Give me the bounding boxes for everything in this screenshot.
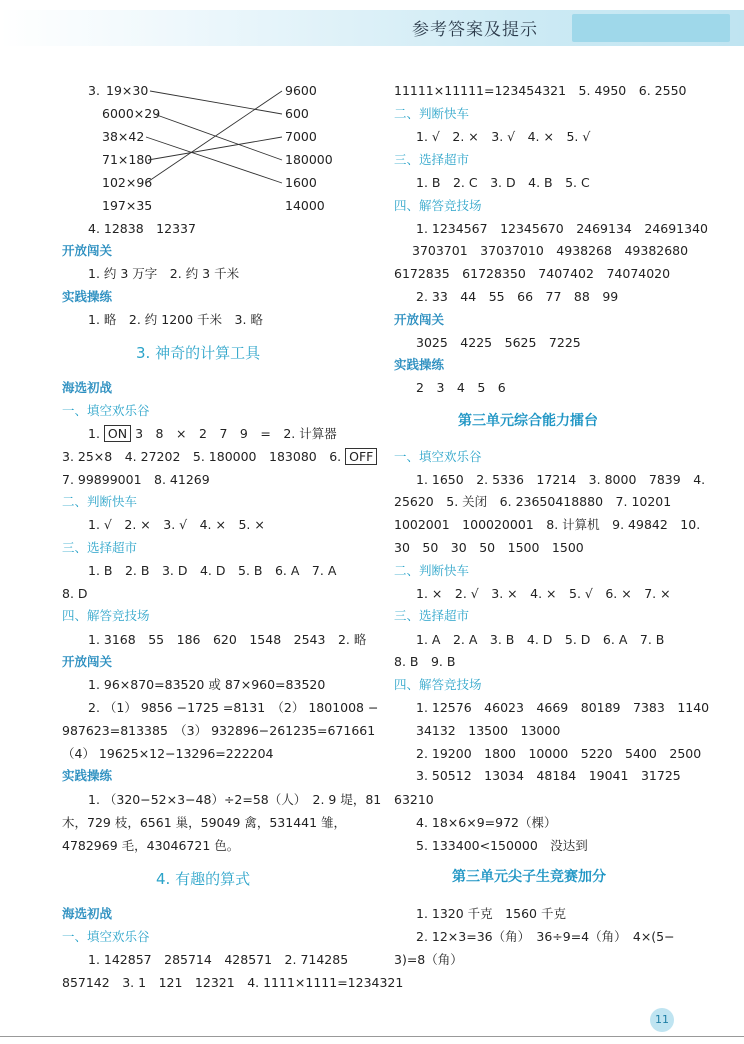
section-heading: 实践操练 xyxy=(62,768,113,783)
subsection-heading: 一、填空欢乐谷 xyxy=(62,403,150,418)
answer-line: 1. （320−52×3−48）÷2=58（人） 2. 9 堤，81 xyxy=(88,792,382,807)
answer-line: 1. 略 2. 约 1200 千米 3. 略 xyxy=(88,312,263,327)
unit-bonus-title: 第三单元尖子生竞赛加分 xyxy=(452,869,606,885)
answer-line: 3. 50512 13034 48184 19041 31725 xyxy=(416,768,681,783)
matching-left-item: 6000×29 xyxy=(102,106,161,121)
matching-line xyxy=(146,91,282,183)
matching-right-item: 9600 xyxy=(285,83,317,98)
matching-label: 3. xyxy=(88,83,100,98)
matching-line xyxy=(146,137,282,183)
answer-line: 4. 12838 12337 xyxy=(88,221,196,236)
answer-line xyxy=(88,426,337,442)
matching-line xyxy=(154,114,282,160)
answer-line: 8. B 9. B xyxy=(394,654,456,669)
answer-line: 1. 1650 2. 5336 17214 3. 8000 7839 4. xyxy=(416,472,706,487)
answer-line: （4） 19625×12−13296=222204 xyxy=(62,746,274,761)
answer-line: 8. D xyxy=(62,586,88,601)
matching-left-item: 71×180 xyxy=(102,152,153,167)
section-heading: 海选初战 xyxy=(62,906,113,921)
answer-line: 1. 1320 千克 1560 千克 xyxy=(416,906,566,921)
answer-line: 6172835 61728350 7407402 74074020 xyxy=(394,266,671,281)
subsection-heading: 四、解答竞技场 xyxy=(394,677,482,692)
page-number: 11 xyxy=(650,1008,674,1032)
answer-line: 2. （1） 9856 −1725 =8131 （2） 1801008 − xyxy=(88,700,379,715)
section-heading: 实践操练 xyxy=(62,289,113,304)
answer-line: 2 3 4 5 6 xyxy=(416,380,506,395)
answer-line: 3025 4225 5625 7225 xyxy=(416,335,581,350)
section-heading: 海选初战 xyxy=(62,380,113,395)
answer-line: 63210 xyxy=(394,792,434,807)
footer-rule xyxy=(0,1036,744,1037)
answer-line: 1. A 2. A 3. B 4. D 5. D 6. A 7. B xyxy=(416,632,665,647)
lesson-title: 4. 有趣的算式 xyxy=(156,870,251,888)
section-heading: 开放闯关 xyxy=(394,312,445,327)
answer-line xyxy=(62,449,377,465)
matching-line xyxy=(150,91,282,114)
unit-title: 第三单元综合能力擂台 xyxy=(458,413,598,429)
answer-line: 1. √ 2. × 3. √ 4. × 5. √ xyxy=(416,129,591,144)
matching-line xyxy=(148,137,282,160)
matching-right-item: 14000 xyxy=(285,198,325,213)
answer-line: 1. B 2. B 3. D 4. D 5. B 6. A 7. A xyxy=(88,563,337,578)
answer-text: 3. 25×8 4. 27202 5. 180000 183080 6. xyxy=(62,449,342,464)
section-heading: 实践操练 xyxy=(394,357,445,372)
answer-line: 4. 18×6×9=972（棵） xyxy=(416,815,557,830)
matching-right-item: 1600 xyxy=(285,175,317,190)
answer-line: 7. 99899001 8. 41269 xyxy=(62,472,210,487)
subsection-heading: 三、选择超市 xyxy=(394,152,470,167)
answer-line: 3703701 37037010 4938268 49382680 xyxy=(412,243,689,258)
off-key-box: OFF xyxy=(345,448,377,465)
answer-line: 1. 1234567 12345670 2469134 24691340 xyxy=(416,221,708,236)
answer-line: 3)=8（角） xyxy=(394,952,463,967)
answer-line: 2. 33 44 55 66 77 88 99 xyxy=(416,289,619,304)
matching-left-item: 19×30 xyxy=(106,83,149,98)
answer-line: 1. 96×870=83520 或 87×960=83520 xyxy=(88,677,326,692)
answer-line: 1. 3168 55 186 620 1548 2543 2. 略 xyxy=(88,632,367,647)
subsection-heading: 四、解答竞技场 xyxy=(62,608,150,623)
answer-line: 5. 133400<150000 没达到 xyxy=(416,838,588,853)
matching-left-item: 102×96 xyxy=(102,175,153,190)
matching-right-item: 7000 xyxy=(285,129,317,144)
answer-line: 11111×11111=123454321 5. 4950 6. 2550 xyxy=(394,83,687,98)
subsection-heading: 三、选择超市 xyxy=(62,540,138,555)
lesson-title: 3. 神奇的计算工具 xyxy=(136,344,261,362)
answer-line: 25620 5. 关闭 6. 23650418880 7. 10201 xyxy=(394,494,672,509)
answer-line: 2. 19200 1800 10000 5220 5400 2500 xyxy=(416,746,702,761)
subsection-heading: 二、判断快车 xyxy=(62,494,138,509)
answer-line: 34132 13500 13000 xyxy=(416,723,561,738)
answer-line: 1. × 2. √ 3. × 4. × 5. √ 6. × 7. × xyxy=(416,586,671,601)
answer-line: 1. B 2. C 3. D 4. B 5. C xyxy=(416,175,590,190)
on-key-box: ON xyxy=(104,425,131,442)
answer-line: 4782969 毛，43046721 色。 xyxy=(62,838,240,853)
section-heading: 开放闯关 xyxy=(62,654,113,669)
page-header-title: 参考答案及提示 xyxy=(412,20,538,40)
answer-text: 1. xyxy=(88,426,100,441)
subsection-heading: 三、选择超市 xyxy=(394,608,470,623)
subsection-heading: 二、判断快车 xyxy=(394,563,470,578)
answer-line: 1. 12576 46023 4669 80189 7383 1140 xyxy=(416,700,710,715)
matching-right-item: 180000 xyxy=(285,152,333,167)
subsection-heading: 四、解答竞技场 xyxy=(394,198,482,213)
answer-line: 2. 12×3=36（角） 36÷9=4（角） 4×(5− xyxy=(416,929,675,944)
answer-line: 1. √ 2. × 3. √ 4. × 5. × xyxy=(88,517,265,532)
matching-left-item: 197×35 xyxy=(102,198,153,213)
answer-line: 1. 142857 285714 428571 2. 714285 xyxy=(88,952,349,967)
answer-line: 30 50 30 50 1500 1500 xyxy=(394,540,584,555)
answer-line: 1002001 100020001 8. 计算机 9. 49842 10. xyxy=(394,517,701,532)
answer-line: 857142 3. 1 121 12321 4. 1111×1111=1234321 xyxy=(62,975,404,990)
section-heading: 开放闯关 xyxy=(62,243,113,258)
answer-text: 3 8 × 2 7 9 = 2. 计算器 xyxy=(135,426,337,441)
matching-right-item: 600 xyxy=(285,106,309,121)
answer-line: 987623=813385 （3） 932896−261235=671661 xyxy=(62,723,376,738)
answer-line: 木，729 枝，6561 巢，59049 禽，531441 雏， xyxy=(62,815,347,830)
subsection-heading: 一、填空欢乐谷 xyxy=(394,449,482,464)
matching-left-item: 38×42 xyxy=(102,129,145,144)
answer-line: 1. 约 3 万字 2. 约 3 千米 xyxy=(88,266,240,281)
subsection-heading: 一、填空欢乐谷 xyxy=(62,929,150,944)
subsection-heading: 二、判断快车 xyxy=(394,106,470,121)
